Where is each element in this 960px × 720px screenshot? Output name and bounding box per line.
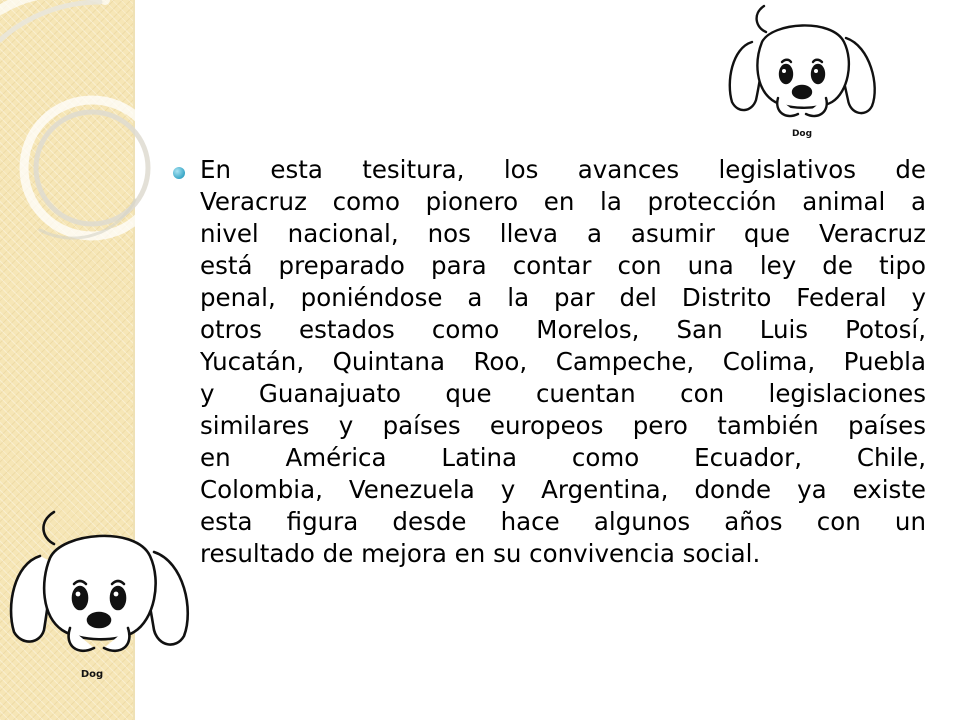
paragraph-line: otros estados como Morelos, San Luis Potosí, xyxy=(200,315,926,344)
paragraph-line: similares y países europeos pero también países xyxy=(200,411,926,440)
paragraph-line: y Guanajuato que cuentan con legislaciones xyxy=(200,379,926,408)
paragraph-line: Veracruz como pionero en la protección animal a xyxy=(200,187,926,216)
paragraph-line: penal, poniéndose a la par del Distrito Federal y xyxy=(200,283,926,312)
paragraph-line: Yucatán, Quintana Roo, Campeche, Colima, Puebla xyxy=(200,347,926,376)
paragraph-line: resultado de mejora en su convivencia social. xyxy=(200,539,761,568)
dog-illustration-bottom xyxy=(2,506,196,684)
paragraph-line: está preparado para contar con una ley de tipo xyxy=(200,251,926,280)
paragraph-line: en América Latina como Ecuador, Chile, xyxy=(200,443,926,472)
dog-bottom-label: Dog xyxy=(80,669,104,680)
body-paragraph xyxy=(200,154,926,570)
bullet-icon xyxy=(173,167,185,179)
paragraph-line: esta figura desde hace algunos años con un xyxy=(200,507,926,536)
paragraph-line: nivel nacional, nos lleva a asumir que Veracruz xyxy=(200,219,926,248)
dog-top-label: Dog xyxy=(791,129,813,139)
paragraph-line: Colombia, Venezuela y Argentina, donde ya existe xyxy=(200,475,926,504)
dog-illustration-top xyxy=(722,2,882,142)
paragraph-line: En esta tesitura, los avances legislativos de xyxy=(200,155,926,184)
